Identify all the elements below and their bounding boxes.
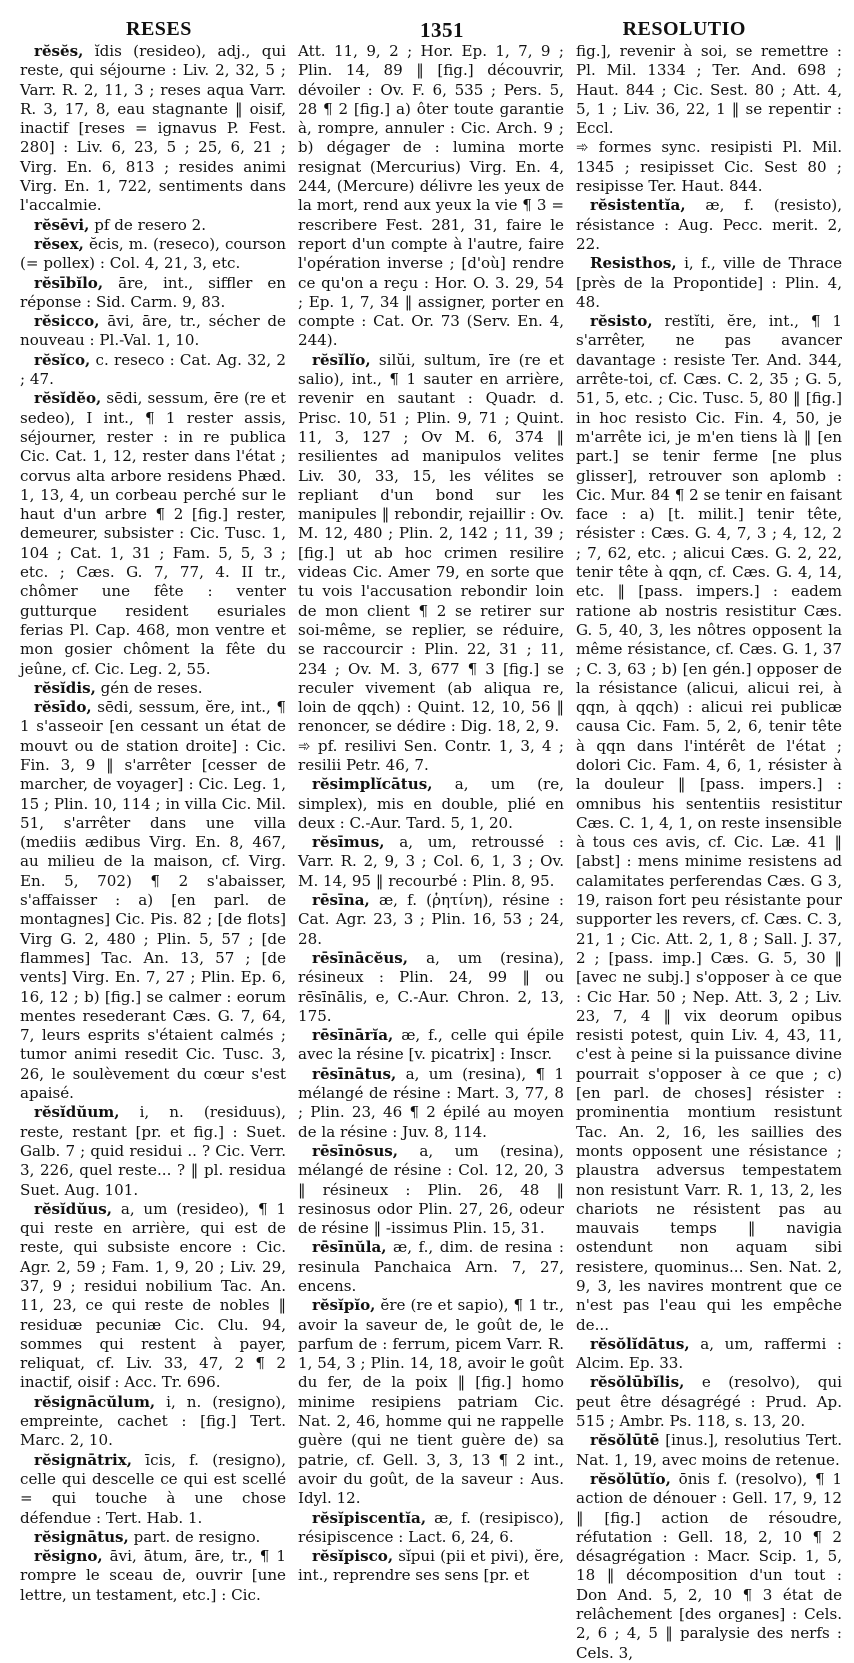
dictionary-entry — [298, 1296, 564, 1508]
dictionary-entry — [298, 737, 564, 776]
entry-definition: c. reseco : Cat. Ag. 32, 2 ; 47. — [20, 350, 286, 389]
dictionary-entry — [576, 196, 842, 254]
entry-definition: ĕre (re et sapio), ¶ 1 tr., avoir la saveur de, le goût de, le parfum de : ferrum, picem Varr. R. 1, 54, 3 ; Plin. 14, 18, avoir le goût du fer, de la poix ‖ [fig.] homo minime resipiens patriam Cic. Nat. 2, 46, homme qui ne rappelle guère (qui ne tient guère de) sa patrie, cf. Gell. 3, 3, 13 ¶ 2 int., avoir du goût, de la saveur : Aus. Idyl. 12. — [298, 1296, 564, 1508]
dictionary-entry — [20, 1200, 286, 1393]
entry-definition: silŭi, sultum, īre (re et salio), int., ¶ 1 sauter en arrière, revenir en sautant : Quadr. d. Prisc. 10, 51 ; Plin. 9, 71 ; Quint. 11, 3, 127 ; Ov M. 6, 374 ‖ resilientes ad manipulos velites Liv. 30, 33, 15, les vélites se repliant d'un bond sur les manipules ‖ rebondir, rejaillir : Ov. M. 12, 480 ; Plin. 2, 142 ; 11, 39 ; [fig.] ut ab hoc crimen resilire videas Cic. Amer 79, en sorte que tu vois l'accusation rebondir loin de mon client ¶ 2 se retirer sur soi-même, se replier, se réduire, se raccourcir : Plin. 22, 31 ; 11, 234 ; Ov. M. 3, 677 ¶ 3 [fig.] se reculer vivement (ab aliqua re, loin de qqch) : Quint. 12, 10, 56 ‖ renoncer, se dédire : Dig. 18, 2, 9. — [298, 350, 564, 736]
dictionary-entry — [298, 1065, 564, 1142]
entry-headword: Resisthos, — [590, 254, 677, 273]
entry-headword: rĕsistentĭa, — [590, 196, 686, 215]
dictionary-entry — [20, 216, 286, 235]
dictionary-entry — [20, 1547, 286, 1605]
page-number: 1351 — [420, 18, 464, 42]
dictionary-entry — [298, 1238, 564, 1296]
dictionary-entry — [576, 1373, 842, 1431]
entry-headword: rēsīnācĕus, — [312, 948, 409, 967]
entry-headword: rēsīna, — [312, 891, 370, 910]
dictionary-entry — [576, 312, 842, 1335]
dictionary-entry — [20, 389, 286, 678]
entry-definition: a, um, retroussé : Varr. R. 2, 9, 3 ; Col. 6, 1, 3 ; Ov. M. 14, 95 ‖ recourbé : Plin. 8, 95. — [298, 833, 564, 890]
dictionary-entry — [20, 1103, 286, 1199]
entry-headword: rēsīnōsus, — [312, 1141, 399, 1160]
entry-definition: a, um (resina), mélangé de résine : Col. 12, 20, 3 ‖ résineux : Plin. 26, 48 ‖ resinosus odor Plin. 27, 26, odeur de résine ‖ -issimus Plin. 15, 31. — [298, 1141, 564, 1238]
entry-definition: sĭpui (pii et pivi), ĕre, int., reprendre ses sens [pr. et — [298, 1547, 564, 1585]
entry-definition: pf de resero 2. — [89, 215, 206, 234]
dictionary-entry — [20, 351, 286, 390]
entry-definition: sēdi, sessum, ĕre, int., ¶ 1 s'asseoir [en cessant un état de mouvt ou de station droite] : Cic. Fin. 3, 9 ‖ s'arrêter [cesser de marcher, de voyager] : Cic. Leg. 1, 15 ; Plin. 10, 114 ; in villa Cic. Mil. 51, s'arrêter dans une villa (mediis ædibus Virg. En. 8, 467, au milieu de la maison, cf. Virg. En. 5, 702) ¶ 2 s'abaisser, s'affaisser : a) [en parl. de montagnes] Cic. Pis. 82 ; [de flots] Virg G. 2, 480 ; Plin. 5, 57 ; [de flammes] Tac. An. 13, 57 ; [de vents] Virg. En. 7, 27 ; Plin. Ep. 6, 16, 12 ; b) [fig.] se calmer : eorum mentes resederant Cæs. G. 7, 64, 7, leurs esprits s'étaient calmés ; tumor animi resedit Cic. Tusc. 3, 26, le soulèvement du cœur s'est apaisé. — [20, 698, 286, 1103]
entry-definition: a, um (resina), ¶ 1 mélangé de résine : Mart. 3, 77, 8 ; Plin. 23, 46 ¶ 2 épilé au moyen de la résine : Juv. 8, 114. — [298, 1064, 564, 1141]
entry-definition: gén de reses. — [95, 678, 203, 697]
dictionary-entry — [298, 891, 564, 949]
entry-headword: rĕsĭpĭo, — [312, 1296, 376, 1315]
entry-headword: rĕsĭpiscentĭa, — [312, 1508, 427, 1527]
dictionary-entry — [20, 312, 286, 351]
text-columns — [20, 42, 842, 1663]
dictionary-entry — [298, 1509, 564, 1548]
page-header — [20, 6, 842, 42]
entry-definition: sēdi, sessum, ēre (re et sedeo), I int., ¶ 1 rester assis, séjourner, rester : in re publica Cic. Cat. 1, 12, rester dans l'état ; corvus alta arbore residens Phæd. 1, 13, 4, un corbeau perché sur le haut d'un arbre ¶ 2 [fig.] rester, demeurer, subsister : Cic. Tusc. 1, 104 ; Cat. 1, 31 ; Fam. 5, 5, 3 ; etc. ; Cæs. G. 7, 77, 4. II tr., chômer une fête : venter gutturque resident esuriales ferias Pl. Cap. 468, mon ventre et mon gosier chôment la fête du jeûne, cf. Cic. Leg. 2, 55. — [20, 389, 286, 678]
entry-headword: rĕsignātus, — [34, 1527, 129, 1546]
entry-headword: rĕsignācŭlum, — [34, 1392, 156, 1411]
entry-definition: āvi, ātum, āre, tr., ¶ 1 rompre le sceau de, ouvrir [une lettre, un testament, etc.] : Cic. — [20, 1547, 286, 1604]
column-1 — [20, 42, 286, 1663]
entry-headword: rĕsimplĭcātus, — [312, 775, 433, 794]
entry-definition: part. de resigno. — [128, 1527, 261, 1546]
entry-definition: i, n. (resigno), empreinte, cachet : [fig.] Tert. Marc. 2, 10. — [20, 1392, 286, 1450]
dictionary-entry — [298, 1547, 564, 1586]
entry-definition: a, um, raffermi : Alcim. Ep. 33. — [576, 1334, 842, 1373]
dictionary-entry — [20, 1393, 286, 1451]
dictionary-entry — [298, 42, 564, 351]
dictionary-entry — [576, 1431, 842, 1470]
dictionary-entry — [20, 679, 286, 698]
entry-headword: rĕsisto, — [590, 312, 653, 331]
entry-headword: rĕsĭco, — [34, 350, 91, 369]
entry-headword: rĕsībĭlo, — [34, 273, 104, 292]
entry-headword: rĕsīmus, — [312, 833, 385, 852]
dictionary-entry — [576, 42, 842, 138]
entry-definition: āre, int., siffler en réponse : Sid. Carm. 9, 83. — [20, 273, 286, 311]
entry-headword: rĕsicco, — [34, 312, 100, 331]
entry-definition: a, um (re, simplex), mis en double, plié en deux : C.-Aur. Tard. 5, 1, 20. — [298, 775, 564, 832]
entry-headword: rĕsĭdŭus, — [34, 1199, 113, 1218]
entry-definition: ➾ pf. resilivi Sen. Contr. 1, 3, 4 ; resilii Petr. 46, 7. — [298, 736, 564, 774]
dictionary-entry — [576, 138, 842, 196]
dictionary-entry — [20, 42, 286, 216]
dictionary-entry — [298, 1026, 564, 1065]
dictionary-entry — [20, 235, 286, 274]
dictionary-entry — [20, 698, 286, 1103]
entry-headword: rĕsigno, — [34, 1547, 103, 1566]
dictionary-entry — [298, 351, 564, 737]
entry-headword: rĕsĭdŭum, — [34, 1103, 120, 1122]
entry-definition: i, n. (residuus), reste, restant [pr. et fig.] : Suet. Galb. 7 ; quid residui .. ? Cic. Verr. 3, 226, quel reste... ? ‖ pl. residua Suet. Aug. 101. — [20, 1103, 286, 1199]
entry-definition: ➾ formes sync. resipisti Pl. Mil. 1345 ; resipisset Cic. Sest 80 ; resipisse Ter. Haut. 844. — [576, 138, 842, 196]
entry-definition: āvi, āre, tr., sécher de nouveau : Pl.-Val. 1, 10. — [20, 312, 286, 350]
entry-definition: a, um (resideo), ¶ 1 qui reste en arrière, qui est de reste, qui subsiste encore : Cic. Agr. 2, 59 ; Fam. 1, 9, 20 ; Liv. 29, 37, 9 ; residui nobilium Tac. An. 11, 23, ce qui reste de nobles ‖ residuæ pecuniæ Cic. Clu. 94, sommes qui restent à payer, reliquat, cf. Liv. 33, 47, 2 ¶ 2 inactif, oisif : Acc. Tr. 696. — [20, 1199, 286, 1392]
entry-headword: rĕsex, — [34, 234, 84, 253]
dictionary-entry — [298, 833, 564, 891]
entry-headword: rĕsŏlūbĭlis, — [590, 1373, 685, 1392]
entry-definition: ĭdis (resideo), adj., qui reste, qui séjourne : Liv. 2, 32, 5 ; Varr. R. 2, 11, 3 ; reses aqua Varr. R. 3, 17, 8, eau stagnante ‖ oisif, inactif [reses = ignavus P. Fest. 280] : Liv. 6, 23, 5 ; 25, 6, 21 ; Virg. En. 6, 813 ; resides animi Virg. En. 1, 722, sentiments dans l'accalmie. — [20, 42, 286, 215]
entry-definition: æ, f. (ῥητίνη), résine : Cat. Agr. 23, 3 ; Plin. 16, 53 ; 24, 28. — [298, 891, 564, 948]
entry-definition: ōnis f. (resolvo), ¶ 1 action de dénouer : Gell. 17, 9, 12 ‖ [fig.] action de résoudre, réfutation : Gell. 18, 2, 10 ¶ 2 désagrégation : Macr. Scip. 1, 5, 18 ‖ décomposition d'un tout : Don And. 5, 2, 10 ¶ 3 état de relâchement [des organes] : Cels. 2, 6 ; 4, 5 ‖ paralysie des nerfs : Cels. 3, — [576, 1469, 842, 1662]
entry-definition: æ, f., celle qui épile avec la résine [v. picatrix] : Inscr. — [298, 1026, 564, 1064]
entry-definition: a, um (resina), résineux : Plin. 24, 99 ‖ ou rēsīnālis, e, C.-Aur. Chron. 2, 13, 175. — [298, 948, 564, 1025]
dictionary-entry — [298, 775, 564, 833]
running-head-left: RESES — [126, 18, 192, 40]
entry-headword: rĕsŏlūtĭo, — [590, 1469, 671, 1488]
entry-definition: æ, f. (resipisco), résipiscence : Lact. 6, 24, 6. — [298, 1508, 564, 1546]
dictionary-entry — [298, 1142, 564, 1238]
entry-headword: rēsīnŭla, — [312, 1238, 387, 1257]
running-head-right: RESOLUTIO — [622, 18, 746, 40]
dictionary-entry — [576, 1335, 842, 1374]
entry-headword: rēsīnātus, — [312, 1064, 397, 1083]
entry-definition: [inus.], resolutius Tert. Nat. 1, 19, avec moins de retenue. — [576, 1431, 842, 1469]
entry-headword: rĕsĭpisco, — [312, 1547, 394, 1566]
entry-headword: rĕsŏlūtē — [590, 1431, 660, 1450]
entry-definition: æ, f., dim. de resina : resinula Panchaica Arn. 7, 27, encens. — [298, 1238, 564, 1295]
dictionary-entry — [20, 1528, 286, 1547]
entry-headword: rĕsēvi, — [34, 215, 90, 234]
dictionary-entry — [576, 1470, 842, 1663]
entry-definition: īcis, f. (resigno), celle qui descelle ce qui est scellé = qui touche à une chose défendue : Tert. Hab. 1. — [20, 1450, 286, 1527]
column-3 — [576, 42, 842, 1663]
column-2 — [298, 42, 564, 1663]
entry-definition: restĭti, ĕre, int., ¶ 1 s'arrêter, ne pas avancer davantage : resiste Ter. And. 344, arrête-toi, cf. Cæs. C. 2, 35 ; G. 5, 51, 5, etc. ; Cic. Tusc. 5, 80 ‖ [fig.] in hoc resisto Cic. Fin. 4, 50, je m'arrête ici, je m'en tiens là ‖ [en part.] se tenir ferme [ne plus glisser], retrouver son aplomb : Cic. Mur. 84 ¶ 2 se tenir en faisant face : a) [t. milit.] tenir tête, résister : Cæs. G. 4, 7, 3 ; 4, 12, 2 ; 7, 62, etc. ; alicui Cæs. G. 2, 22, tenir tête à qqn, cf. Cæs. G. 4, 14, etc. ‖ [pass. impers.] : eadem ratione ab nostris resistitur Cæs. G. 5, 40, 3, les nôtres opposent la même résistance, cf. Cæs. G. 1, 37 ; C. 3, 63 ; b) [en gén.] opposer de la résistance (alicui, alicui rei, à qqn, à qqch) : alicui rei publicæ causa Cic. Fam. 5, 2, 6, tenir tête à qqn dans l'intérêt de l'état ; dolori Cic. Fam. 4, 6, 1, résister à la douleur ‖ [pass. impers.] : omnibus his sententiis resistitur Cæs. C. 1, 4, 1, on reste insensible à tous ces avis, cf. Cic. Læ. 41 ‖ [abst] : mens minime resistens ad calamitates perferendas Cæs. G 3, 19, raison fort peu résistante pour supporter les revers, cf. Cæs. C. 3, 21, 1 ; Cic. Att. 2, 1, 8 ; Sall. J. 37, 2 ; [pass. imp.] Cæs. G. 5, 30 ‖ [avec ne subj.] s'opposer à ce que : Cic Har. 50 ; Nep. Att. 3, 2 ; Liv. 23, 7, 4 ‖ vix deorum opibus resisti potest, quin Liv. 4, 43, 11, c'est à peine si la puissance divine pourrait s'opposer à ce que ; c) [en parl. de choses] résister : prominentia montium resistunt Tac. An. 2, 16, les saillies des monts opposent une résistance ; plaustra adversus tempestatem non resistunt Varr. R. 1, 13, 2, les chariots ne résistent pas au mauvais temps ‖ navigia ostendunt non aquam sibi resistere, quominus... Sen. Nat. 2, 9, 3, les navires montrent que ce n'est pas l'eau qui les empêche de... — [576, 312, 842, 1334]
entry-headword: rēsīnārĭa, — [312, 1026, 394, 1045]
entry-definition: ĕcis, m. (reseco), courson (= pollex) : Col. 4, 21, 3, etc. — [20, 234, 286, 273]
entry-headword: rĕsĭdis, — [34, 678, 96, 697]
entry-definition: i, f., ville de Thrace [près de la Propontide] : Plin. 4, 48. — [576, 254, 842, 311]
entry-headword: rĕsŏlĭdātus, — [590, 1334, 690, 1353]
entry-headword: rĕsĭdĕo, — [34, 389, 102, 408]
dictionary-entry — [298, 949, 564, 1026]
entry-headword: rĕsīdo, — [34, 698, 92, 717]
entry-headword: rĕsĕs, — [34, 42, 84, 60]
dictionary-entry — [20, 1451, 286, 1528]
entry-headword: rĕsignātrix, — [34, 1450, 133, 1469]
entry-definition: e (resolvo), qui peut être désagrégé : Prud. Ap. 515 ; Ambr. Ps. 118, s. 13, 20. — [576, 1373, 842, 1431]
entry-headword: rĕsĭlĭo, — [312, 350, 371, 369]
entry-definition: fig.], revenir à soi, se remettre : Pl. Mil. 1334 ; Ter. And. 698 ; Haut. 844 ; Cic. Sest. 80 ; Att. 4, 5, 1 ; Liv. 36, 22, 1 ‖ se repentir : Eccl. — [576, 42, 842, 138]
dictionary-entry — [576, 254, 842, 312]
entry-definition: Att. 11, 9, 2 ; Hor. Ep. 1, 7, 9 ; Plin. 14, 89 ‖ [fig.] découvrir, dévoiler : Ov. F. 6, 535 ; Pers. 5, 28 ¶ 2 [fig.] a) ôter toute garantie à, rompre, annuler : Cic. Arch. 9 ; b) dégager de : lumina morte resignat (Mercurius) Virg. En. 4, 244, (Mercure) délivre les yeux de la mort, rend aux yeux la vie ¶ 3 = rescribere Fest. 281, 31, faire le report d'un compte à l'autre, faire l'opération inverse ; [d'où] rendre ce qu'on a reçu : Hor. O. 3. 29, 54 ; Ep. 1, 7, 34 ‖ assigner, porter en compte : Cat. Or. 73 (Serv. En. 4, 244). — [298, 42, 564, 350]
dictionary-entry — [20, 274, 286, 313]
entry-definition: æ, f. (resisto), résistance : Aug. Pecc. merit. 2, 22. — [576, 196, 842, 253]
